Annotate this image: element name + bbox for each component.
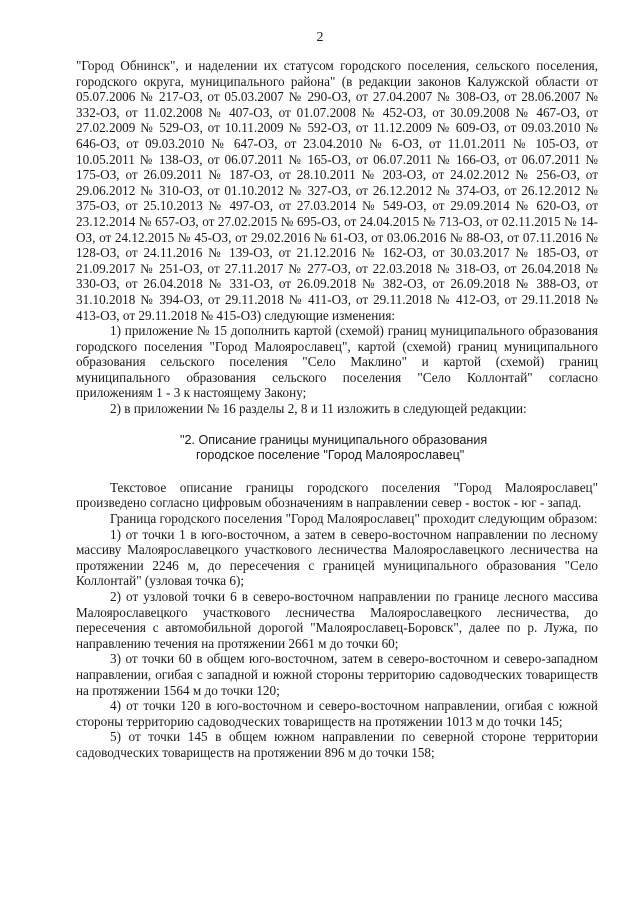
heading-line-2: городское поселение "Город Малоярославец" [196, 448, 465, 463]
document-body [76, 58, 598, 761]
boundary-item-5: 5) от точки 145 в общем южном направлении по северной стороне территории садоводческих товариществ на протяжении 896 м до точки 158; [76, 729, 598, 760]
item-2-appendix-16: 2) в приложении № 16 разделы 2, 8 и 11 изложить в следующей редакции: [110, 401, 527, 417]
boundary-item-4: 4) от точки 120 в юго-восточном и северо-восточном направлении, огибая с южной стороны территорию садоводческих товариществ на протяжении 1013 м до точки 145; [76, 698, 598, 729]
boundary-item-2: 2) от узловой точки 6 в северо-восточном направлении по границе лесного массива Малоярославецкого участкового лесничества Малоярославецкого лесничества, до пересечения с автомобильной дорогой "Малоярославец-Боровск", далее по р. Лужа, по направлению течения на протяжении 2661 м до точки 60; [76, 589, 598, 651]
boundary-item-3: 3) от точки 60 в общем юго-восточном, затем в северо-восточном и северо-западном направлении, огибая с западной и южной стороны территорию садоводческих товариществ на протяжении 1564 м до точки 120; [76, 651, 598, 698]
page-number: 2 [316, 30, 324, 45]
amendment-preamble: "Город Обнинск", и наделении их статусом городского поселения, сельского поселения, городского округа, муниципального района" (в редакции законов Калужской области от 05.07.2006 № 217-ОЗ, от 05.03.2007 № 290-ОЗ, от 27.04.2007 № 308-ОЗ, от 28.06.2007 № 332-ОЗ, от 11.02.2008 № 407-ОЗ, от 01.07.2008 № 452-ОЗ, от 30.09.2008 № 467-ОЗ, от 27.02.2009 № 529-ОЗ, от 10.11.2009 № 592-ОЗ, от 11.12.2009 № 609-ОЗ, от 09.03.2010 № 646-ОЗ, от 09.03.2010 № 647-ОЗ, от 23.04.2010 № 6-ОЗ, от 11.01.2011 № 105-ОЗ, от 10.05.2011 № 138-ОЗ, от 06.07.2011 № 165-ОЗ, от 06.07.2011 № 166-ОЗ, от 06.07.2011 № 175-ОЗ, от 26.09.2011 № 187-ОЗ, от 28.10.2011 № 203-ОЗ, от 24.02.2012 № 256-ОЗ, от 29.06.2012 № 310-ОЗ, от 01.10.2012 № 327-ОЗ, от 26.12.2012 № 374-ОЗ, от 26.12.2012 № 375-ОЗ, от 25.10.2013 № 497-ОЗ, от 27.03.2014 № 549-ОЗ, от 29.09.2014 № 620-ОЗ, от 23.12.2014 № 657-ОЗ, от 27.02.2015 № 695-ОЗ, от 24.04.2015 № 713-ОЗ, от 02.11.2015 № 14-ОЗ, от 24.12.2015 № 45-ОЗ, от 29.02.2016 № 61-ОЗ, от 03.06.2016 № 88-ОЗ, от 07.11.2016 № 128-ОЗ, от 24.11.2016 № 139-ОЗ, от 21.12.2016 № 162-ОЗ, от 30.03.2017 № 185-ОЗ, от 21.09.2017 № 251-ОЗ, от 27.11.2017 № 277-ОЗ, от 22.03.2018 № 318-ОЗ, от 26.04.2018 № 330-ОЗ, от 26.04.2018 № 331-ОЗ, от 26.09.2018 № 382-ОЗ, от 26.09.2018 № 388-ОЗ, от 31.10.2018 № 394-ОЗ, от 29.11.2018 № 411-ОЗ, от 29.11.2018 № 412-ОЗ, от 29.11.2018 № 413-ОЗ, от 29.11.2018 № 415-ОЗ) следующие изменения: [76, 58, 598, 323]
boundary-intro: Граница городского поселения "Город Малоярославец" проходит следующим образом: [110, 511, 598, 527]
heading-line-1: "2. Описание границы муниципального образования [180, 432, 488, 447]
boundary-item-1: 1) от точки 1 в юго-восточном, а затем в северо-восточном направлении по лесному массиву Малоярославецкого участкового лесничества Малоярославецкого лесничества на протяжении 2246 м, до пересечения с границей муниципального образования "Село Коллонтай" (узловая точка 6); [76, 526, 598, 589]
section-heading [76, 433, 598, 464]
description-intro: Текстовое описание границы городского поселения "Город Малоярославец" произведено согласно цифровым обозначениям в направлении север - восток - юг - запад. [76, 479, 598, 511]
item-1-appendix-15: 1) приложение № 15 дополнить картой (схемой) границ муниципального образования городского поселения "Город Малоярославец", картой (схемой) границ муниципального образования сельского поселения "Село Маклино" и картой (схемой) границ муниципального образования сельского поселения "Село Коллонтай" согласно приложениям 1 - 3 к настоящему Закону; [76, 323, 598, 401]
